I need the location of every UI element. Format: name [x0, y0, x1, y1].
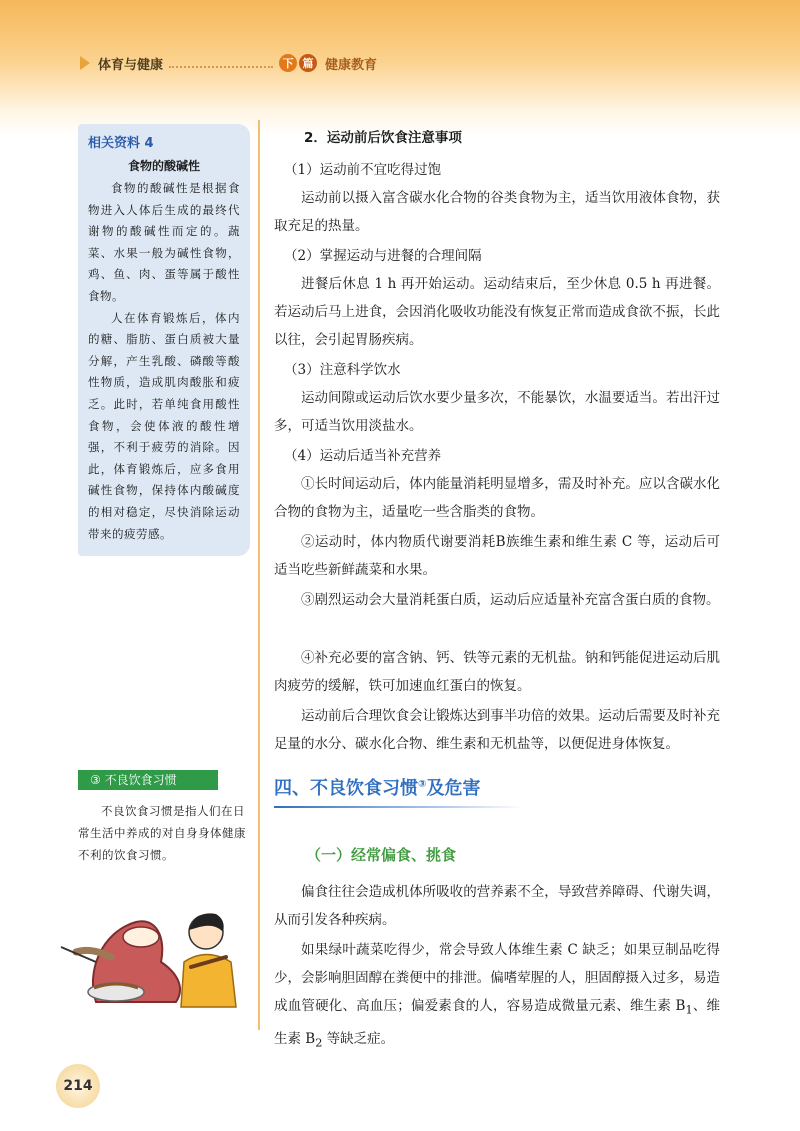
summary-paragraph: 运动前后合理饮食会让锻炼达到事半功倍的效果。运动后需要及时补充足量的水分、碳水化合物、维生素和无机盐等，以便促进身体恢复。	[274, 708, 720, 752]
body-paragraph	[274, 936, 720, 1057]
column-divider	[258, 120, 260, 1030]
page-number: 214	[56, 1064, 100, 1108]
subsection-title: （一）经常偏食、挑食	[306, 846, 457, 864]
item-text: ②运动时，体内物质代谢要消耗B族维生素和维生素 C 等，运动后可适当吃些新鲜蔬菜和水果。	[274, 534, 720, 578]
heading-underline	[274, 806, 524, 808]
item-title: （4）运动后适当补充营养	[284, 448, 442, 464]
item-text: ①长时间运动后，体内能量消耗明显增多，需及时补充。应以含碳水化合物的食物为主，适量吃一些含脂类的食物。	[274, 476, 720, 520]
part-badge: 篇	[299, 54, 317, 72]
triangle-icon	[80, 56, 90, 70]
running-header	[80, 52, 377, 74]
volume-badge: 下	[279, 54, 297, 72]
sidebar-subtitle: 食物的酸碱性	[127, 159, 200, 173]
sidebar-paragraph: 食物的酸碱性是根据食物进入人体后生成的最终代谢物的酸碱性而定的。蔬菜、水果一般为碱性食物，鸡、鱼、肉、蛋等属于酸性食物。	[88, 181, 240, 303]
dotted-leader	[169, 66, 273, 68]
footnote-marker: ③	[418, 779, 427, 790]
body-paragraph: 偏食往往会造成机体所吸收的营养素不全，导致营养障碍、代谢失调，从而引发各种疾病。	[274, 884, 720, 928]
section-title: 健康教育	[325, 57, 378, 73]
item-text: ④补充必要的富含钠、钙、铁等元素的无机盐。钠和钙能促进运动后肌肉疲劳的缓解，铁可加速血红蛋白的恢复。	[274, 650, 720, 694]
item-title: （2）掌握运动与进餐的合理间隔	[284, 248, 482, 264]
sidebar-paragraph: 人在体育锻炼后，体内的糖、脂肪、蛋白质被大量分解，产生乳酸、磷酸等酸性物质，造成肌肉酸胀和疲乏。此时，若单纯食用酸性食物，会使体液的酸性增强，不利于疲劳的消除。因此，体育锻炼后，应多食用碱性食物，保持体内酸碱度的相对稳定，尽快消除运动带来的疲劳感。	[88, 310, 240, 541]
item-text: 运动前以摄入富含碳水化合物的谷类食物为主，适当饮用液体食物，获取充足的热量。	[274, 190, 720, 234]
eating-illustration	[56, 892, 251, 1012]
section-heading	[274, 774, 480, 800]
body-text: 如果绿叶蔬菜吃得少，常会导致人体维生素 C 缺乏；如果豆制品吃得少，会影响胆固醇在粪便中的排泄。偏嗜荤腥的人，胆固醇摄入过多，易造成血管硬化、高血压；偏爱素食的人，容易造成微量元素、维生素 B	[274, 942, 720, 1014]
section-heading-text: 四、不良饮食习惯	[274, 778, 418, 799]
subscript: 2	[315, 1036, 323, 1050]
subsection-heading: 2．运动前后饮食注意事项	[304, 130, 462, 146]
footnote-text: 不良饮食习惯是指人们在日常生活中养成的对自身身体健康不利的饮食习惯。	[78, 804, 246, 862]
item-title: （1）运动前不宜吃得过饱	[284, 162, 442, 178]
item-title: （3）注意科学饮水	[284, 362, 401, 378]
item-text: ③剧烈运动会大量消耗蛋白质，运动后应适量补充富含蛋白质的食物。	[301, 592, 720, 608]
footnote-tag: ③ 不良饮食习惯	[78, 770, 218, 790]
sidebar-resource-box	[78, 124, 250, 556]
item-text: 运动间隙或运动后饮水要少量多次，不能暴饮，水温要适当。若出汗过多，可适当饮用淡盐水。	[274, 390, 720, 434]
figure-mouth	[123, 927, 159, 947]
sidebar-title: 相关资料 4	[88, 136, 154, 151]
book-title: 体育与健康	[98, 57, 164, 73]
body-text: 、维生素 B	[274, 998, 721, 1047]
item-text: 进餐后休息 1 h 再开始运动。运动结束后，至少休息 0.5 h 再进餐。若运动后马上进食，会因消化吸收功能没有恢复正常而造成食欲不振，长此以往，会引起胃肠疾病。	[274, 276, 720, 348]
subscript: 1	[685, 1003, 693, 1017]
body-text: 等缺乏症。	[322, 1030, 395, 1047]
section-heading-text: 及危害	[426, 778, 481, 799]
